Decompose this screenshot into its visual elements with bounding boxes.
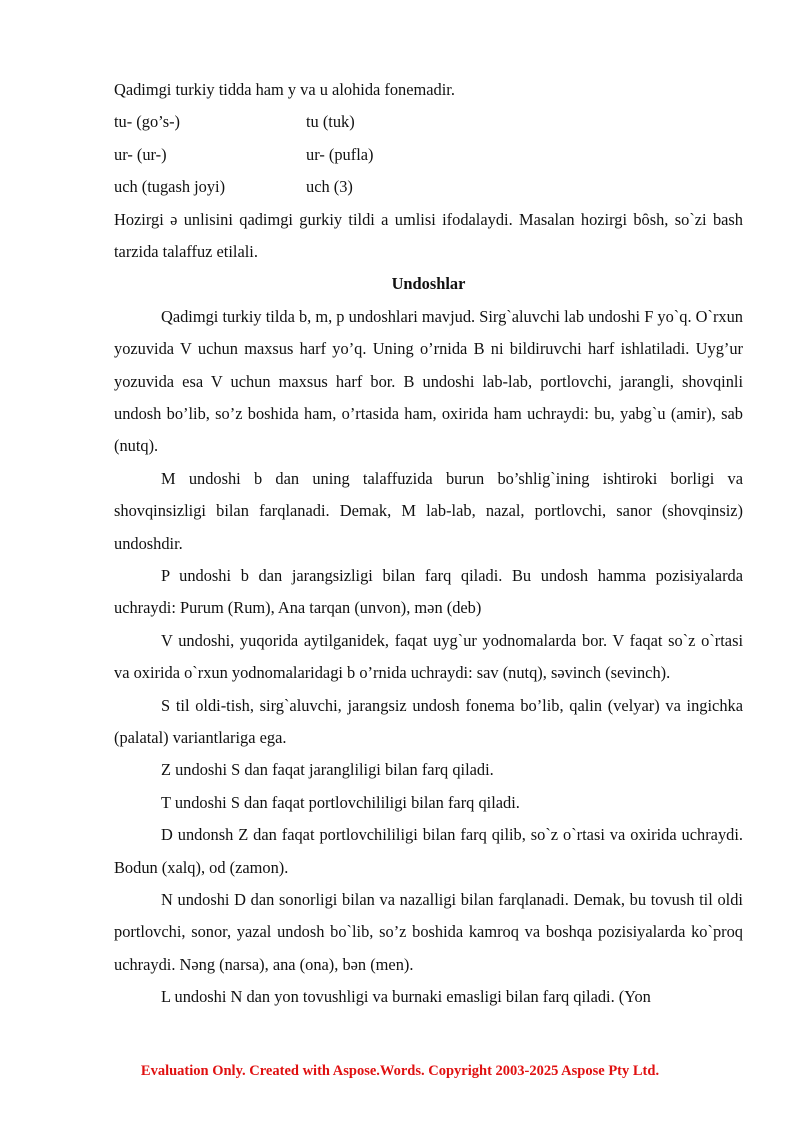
evaluation-watermark-footer: Evaluation Only. Created with Aspose.Words. Copyright 2003-2025 Aspose Pty Ltd. <box>140 1063 660 1079</box>
body-paragraph: Qadimgi turkiy tilda b, m, p undoshlari mavjud. Sirg`aluvchi lab undoshi F yo`q. O`rxun yozuvida V uchun maxsus harf yo’q. Uning o’rnida B ni bildiruvchi harf ishlatiladi. Uyg’ur yozuvida esa V uchun maxsus harf bor. B undoshi lab-lab, portlovchi, jarangli, shovqinli undosh bo’lib, so’z boshida ham, o’rtasida ham, oxirida ham uchraydi: bu, yabg`u (amir), sab (nutq). <box>114 306 743 456</box>
pair-left: tu- (go’s-) <box>114 112 181 132</box>
intro-line: Qadimgi turkiy tidda ham y va u alohida fonemadir. <box>114 80 455 99</box>
example-pair <box>114 171 743 203</box>
pair-right: ur- (pufla) <box>306 144 374 164</box>
body-paragraph: V undoshi, yuqorida aytilganidek, faqat uyg`ur yodnomalarda bor. V faqat so`z o`rtasi va oxirida o`rxun yodnomalaridagi b o’rnida uchraydi: sav (nutq), sәvinch (sevinch). <box>114 630 743 683</box>
body-paragraph: L undoshi N dan yon tovushligi va burnaki emasligi bilan farq qiladi. (Yon <box>161 987 651 1007</box>
section-heading: Undoshlar <box>391 274 466 294</box>
pair-left: ur- (ur-) <box>114 144 167 164</box>
example-pair <box>114 139 743 171</box>
example-pair <box>114 106 743 138</box>
body-paragraph: N undoshi D dan sonorligi bilan va nazalligi bilan farqlanadi. Demak, bu tovush til oldi portlovchi, sonor, yazal undosh bo`lib, so’z boshida kamroq va boshqa pozisiyalarda ko`proq uchraydi. Nәng (narsa), ana (ona), bәn (men). <box>114 890 743 974</box>
body-paragraph: D undonsh Z dan faqat portlovchililigi bilan farq qilib, so`z o`rtasi va oxirida uchraydi. Bodun (xalq), od (zamon). <box>114 825 743 877</box>
body-paragraph: S til oldi-tish, sirg`aluvchi, jarangsiz undosh fonema bo’lib, qalin (velyar) va ingichka (palatal) variantlariga ega. <box>114 695 743 748</box>
document-page <box>114 74 743 1014</box>
body-paragraph: M undoshi b dan uning talaffuzida burun bo’shlig`ining ishtiroki borligi va shovqinsizligi bilan farqlanadi. Demak, M lab-lab, nazal, portlovchi, sanor (shovqinsiz) undoshdir. <box>114 468 743 553</box>
pair-right: tu (tuk) <box>306 112 355 132</box>
pair-left: uch (tugash joyi) <box>114 177 226 197</box>
body-paragraph: T undoshi S dan faqat portlovchililigi bilan farq qiladi. <box>161 792 520 812</box>
hozirgi-paragraph: Hozirgi ә unlisini qadimgi gurkiy tildi a umlisi ifodalaydi. Masalan hozirgi bȏsh, so`zi bash tarzida talaffuz etilali. <box>114 209 743 261</box>
pair-right: uch (3) <box>306 177 353 197</box>
body-paragraph: P undoshi b dan jarangsizligi bilan farq qiladi. Bu undosh hamma pozisiyalarda uchraydi: Purum (Rum), Ana tarqan (unvon), mәn (deb) <box>114 566 743 618</box>
body-paragraph: Z undoshi S dan faqat jarangliligi bilan farq qiladi. <box>161 760 494 780</box>
